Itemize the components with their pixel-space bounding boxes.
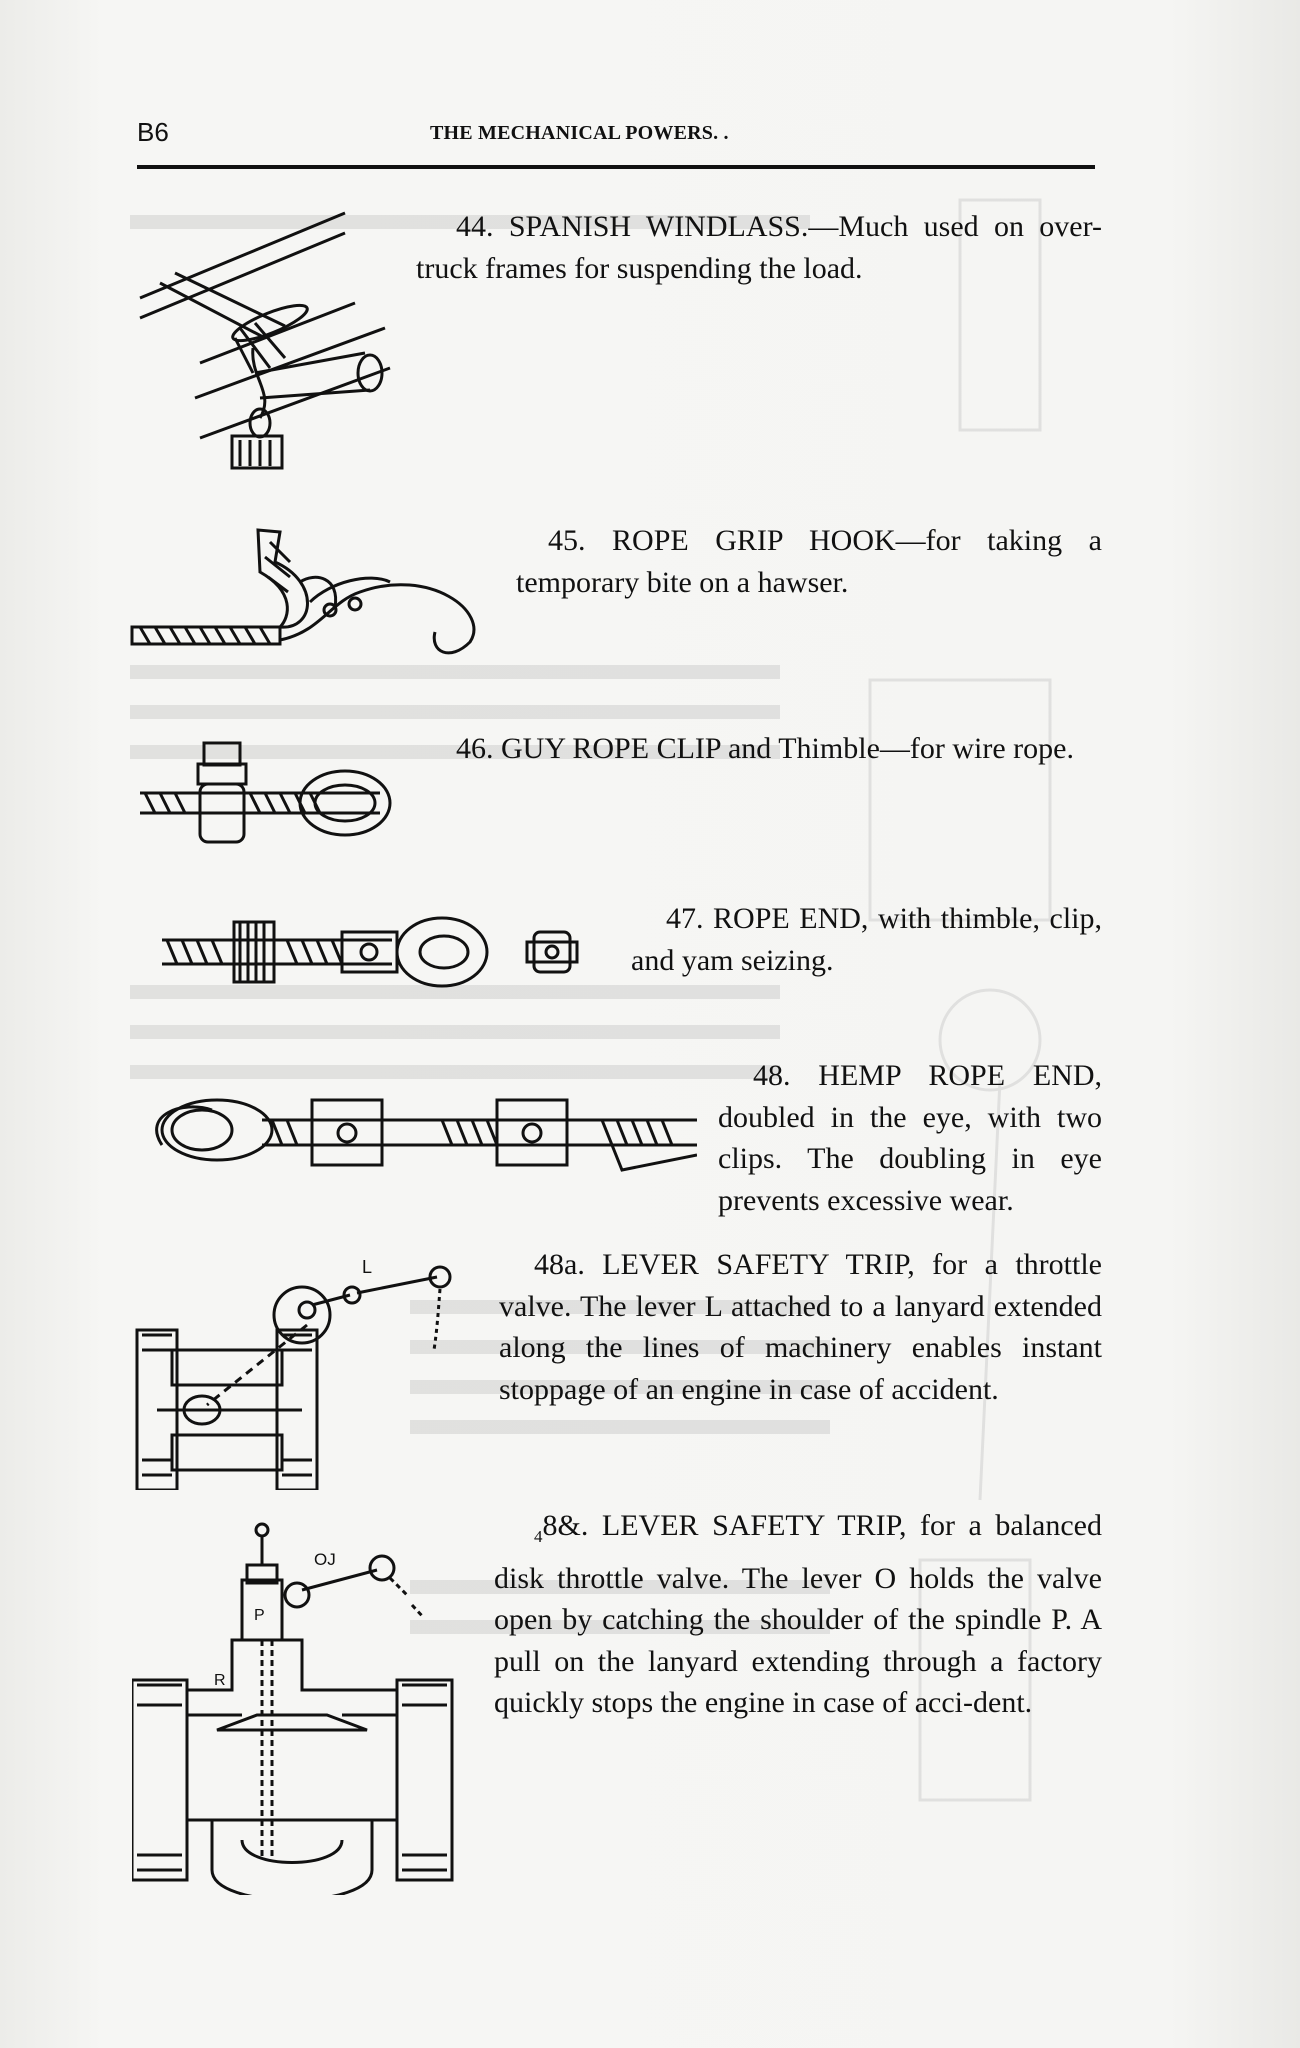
entry-45 bbox=[516, 520, 1102, 603]
figure-rope-grip-hook bbox=[130, 522, 490, 662]
fig48b-label-R: R bbox=[214, 1672, 226, 1689]
figure-lever-safety-trip-48a bbox=[132, 1255, 472, 1490]
figure-hemp-rope-end bbox=[142, 1085, 697, 1185]
entry-47-text: 47. ROPE END, with thimble, clip, and yam seizing. bbox=[631, 902, 1102, 977]
entry-48a bbox=[499, 1244, 1102, 1410]
figure-rope-end-thimble bbox=[162, 912, 592, 992]
figure-spanish-windlass bbox=[135, 208, 395, 483]
entry-48a-text: 48a. LEVER SAFETY TRIP, for a throttle valve. The lever L attached to a lanyard extended along the lines of machinery enables instant stoppage of an engine in case of accident. bbox=[499, 1248, 1102, 1406]
figure-lever-safety-trip-48b bbox=[132, 1520, 457, 1895]
running-title: THE MECHANICAL POWERS. . bbox=[430, 122, 729, 144]
entry-46 bbox=[416, 728, 1102, 770]
entry-46-text: 46. GUY ROPE CLIP and Thimble—for wire rope. bbox=[456, 732, 1074, 765]
entry-48 bbox=[718, 1055, 1102, 1221]
page-number: B6 bbox=[137, 117, 169, 147]
entry-44 bbox=[416, 206, 1102, 289]
entry-47 bbox=[631, 898, 1102, 981]
entry-48b bbox=[494, 1505, 1102, 1724]
entry-48b-subscript: 4 bbox=[534, 1527, 543, 1546]
figure-guy-rope-clip bbox=[140, 738, 400, 848]
fig48b-label-P: P bbox=[254, 1607, 265, 1624]
entry-44-text: 44. SPANISH WINDLASS.—Much used on over-truck frames for suspending the load. bbox=[416, 210, 1102, 285]
entry-48b-text: 8&. LEVER SAFETY TRIP, for a balanced disk throttle valve. The lever O holds the valve open by catching the shoulder of the spindle P. A pull on the lanyard extending through a factory quickly stops the engine in case of acci-dent. bbox=[494, 1509, 1102, 1719]
entry-48-text: 48. HEMP ROPE END, doubled in the eye, with two clips. The doubling in eye prevents excessive wear. bbox=[718, 1059, 1102, 1217]
header-rule bbox=[137, 165, 1095, 169]
fig48b-label-O: OJ bbox=[314, 1550, 336, 1569]
entry-45-text: 45. ROPE GRIP HOOK—for taking a temporary bite on a hawser. bbox=[516, 524, 1102, 599]
fig48a-label-L: L bbox=[362, 1257, 373, 1277]
